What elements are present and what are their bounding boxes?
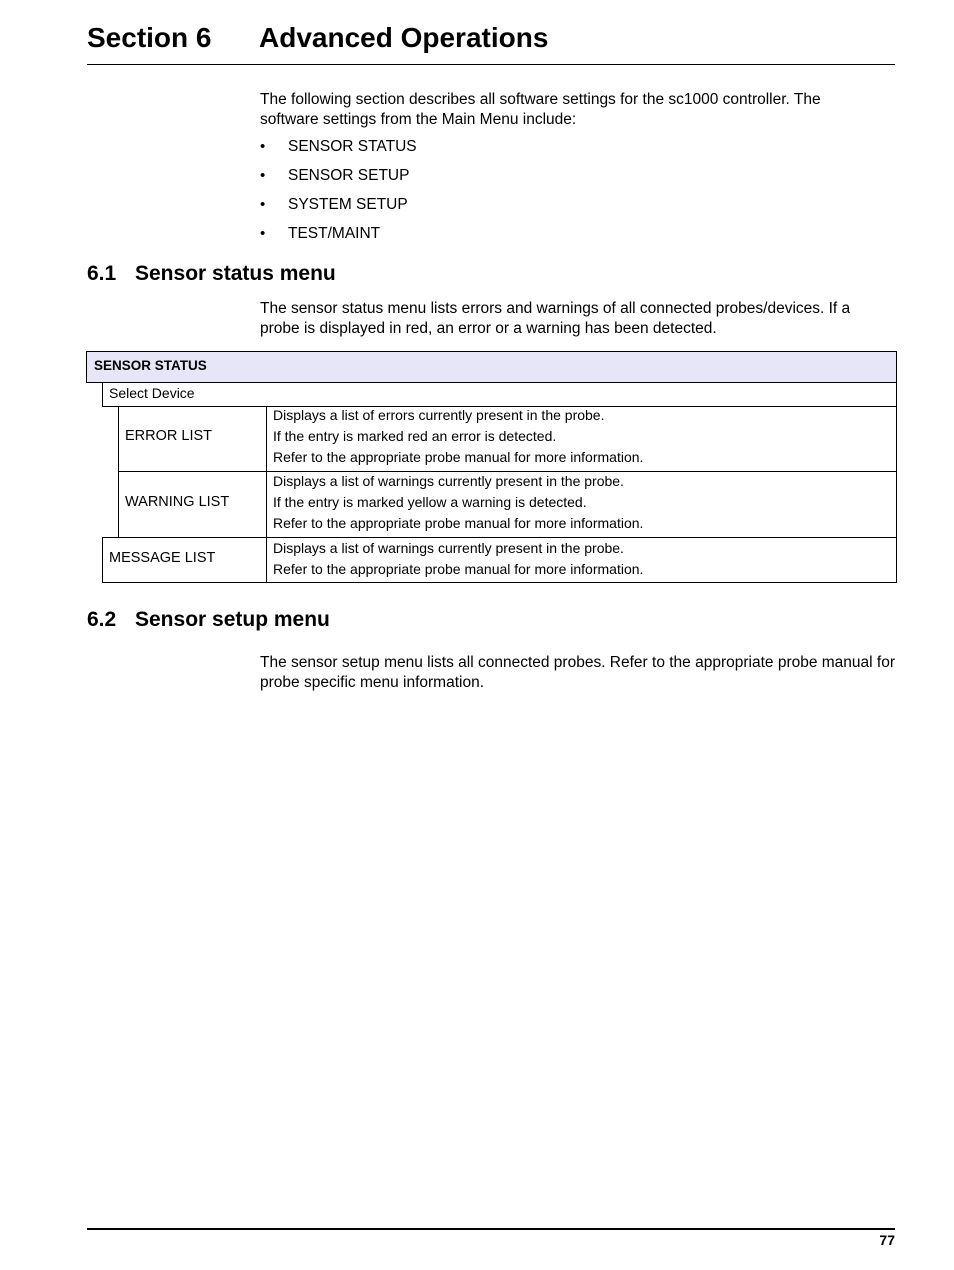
subsection-number: 6.1 — [87, 262, 117, 285]
bullet-icon: • — [260, 196, 266, 213]
sensor-setup-paragraph: The sensor setup menu lists all connected probes. Refer to the appropriate probe manual for probe specific menu information. — [260, 654, 896, 691]
select-device-label: Select Device — [109, 385, 195, 401]
subsection-number: 6.2 — [87, 608, 117, 631]
subsection-title: Sensor setup menu — [135, 608, 330, 631]
sensor-status-paragraph: The sensor status menu lists errors and warnings of all connected probes/devices. If a probe is displayed in red, an error or a warning has been detected. — [260, 300, 851, 337]
page-number: 77 — [879, 1232, 895, 1248]
bullet-icon: • — [260, 225, 266, 242]
table-row — [102, 537, 267, 583]
error-list-label: ERROR LIST — [125, 428, 213, 444]
section-title: Advanced Operations — [259, 22, 549, 53]
table-header-label: SENSOR STATUS — [94, 358, 207, 373]
subsection-heading-sensor-setup — [87, 608, 330, 632]
select-device-row — [102, 382, 897, 407]
list-item: • SENSOR STATUS — [260, 136, 660, 165]
subsection-title: Sensor status menu — [135, 262, 336, 285]
table-row — [118, 471, 267, 538]
bullet-icon: • — [260, 138, 266, 155]
subsection-heading-sensor-status — [87, 262, 336, 286]
bullet-icon: • — [260, 167, 266, 184]
list-item: • TEST/MAINT — [260, 223, 660, 252]
section-number: Section 6 — [87, 22, 212, 53]
table-row — [118, 406, 267, 472]
warning-list-description: Displays a list of warnings currently present in the probe. If the entry is marked yellow a warning is detected. Refer to the appropriate probe manual for more information. — [266, 471, 897, 538]
table-header — [86, 351, 897, 383]
list-item: • SYSTEM SETUP — [260, 194, 660, 223]
message-list-label: MESSAGE LIST — [109, 550, 216, 566]
warning-list-label: WARNING LIST — [125, 494, 230, 510]
list-item: • SENSOR SETUP — [260, 165, 660, 194]
message-list-description: Displays a list of warnings currently present in the probe. Refer to the appropriate probe manual for more information. — [266, 537, 897, 583]
section-header — [87, 18, 895, 65]
footer-rule — [87, 1228, 895, 1230]
sensor-status-table — [86, 351, 897, 583]
main-menu-list — [260, 136, 660, 252]
error-list-description: Displays a list of errors currently present in the probe. If the entry is marked red an error is detected. Refer to the appropriate probe manual for more information. — [266, 406, 897, 472]
intro-paragraph: The following section describes all software settings for the sc1000 controller. The software settings from the Main Menu include: — [260, 91, 821, 128]
